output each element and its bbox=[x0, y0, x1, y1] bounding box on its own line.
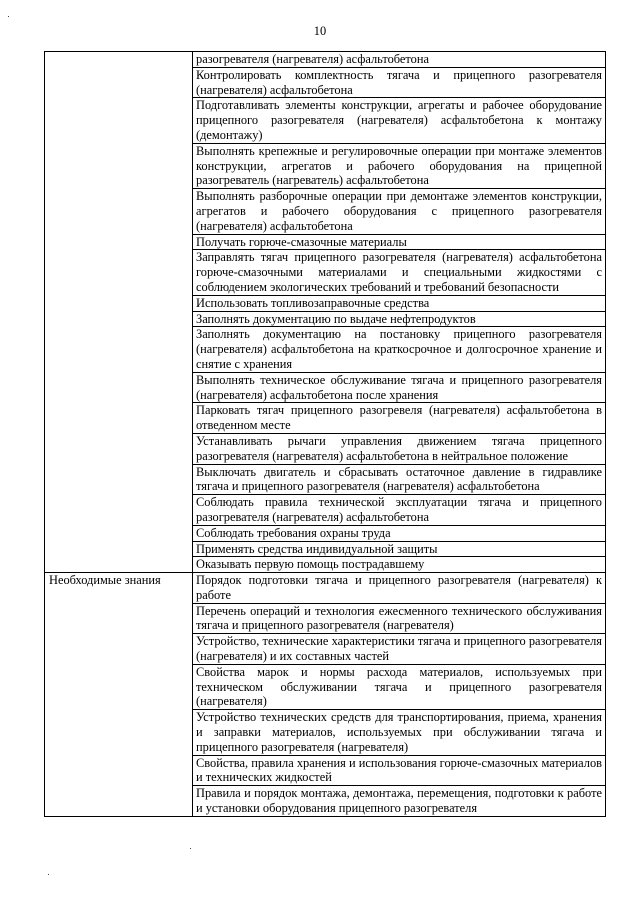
scan-speck bbox=[8, 16, 9, 17]
scan-speck bbox=[48, 874, 49, 875]
requirement-cell: Свойства, правила хранения и использования горюче-смазочных материалов и технических жидкостей bbox=[193, 755, 606, 786]
requirement-cell: Заполнять документацию по выдаче нефтепродуктов bbox=[193, 311, 606, 327]
requirement-cell: Порядок подготовки тягача и прицепного разогревателя (нагревателя) к работе bbox=[193, 573, 606, 604]
requirement-cell: Получать горюче-смазочные материалы bbox=[193, 234, 606, 250]
requirement-cell: Соблюдать требования охраны труда bbox=[193, 525, 606, 541]
requirement-cell: Контролировать комплектность тягача и прицепного разогревателя (нагревателя) асфальтобетона bbox=[193, 67, 606, 98]
requirement-cell: Оказывать первую помощь пострадавшему bbox=[193, 557, 606, 573]
requirement-cell: Использовать топливозаправочные средства bbox=[193, 295, 606, 311]
requirement-cell: Правила и порядок монтажа, демонтажа, перемещения, подготовки к работе и установки оборудования прицепного разогревателя bbox=[193, 786, 606, 817]
requirement-cell: Заполнять документацию на постановку прицепного разогревателя (нагревателя) асфальтобетона на краткосрочное и долгосрочное хранение и снятие с хранения bbox=[193, 327, 606, 372]
requirement-cell: Применять средства индивидуальной защиты bbox=[193, 541, 606, 557]
requirement-cell: Устройство технических средств для транспортирования, приема, хранения и заправки материалов, используемых при обслуживании тягача и прицепного разогревателя (нагревателя) bbox=[193, 710, 606, 755]
requirement-cell: Устанавливать рычаги управления движением тягача прицепного разогревателя (нагревателя) асфальтобетона в нейтральное положение bbox=[193, 433, 606, 464]
table-row bbox=[45, 573, 606, 604]
page-number: 10 bbox=[313, 24, 327, 38]
requirement-cell: Выполнять разборочные операции при демонтаже элементов конструкции, агрегатов и рабочего оборудования с прицепного разогревателя (нагревателя) асфальтобетона bbox=[193, 189, 606, 234]
requirement-cell: разогревателя (нагревателя) асфальтобетона bbox=[193, 52, 606, 68]
requirement-cell: Свойства марок и нормы расхода материалов, используемых при техническом обслуживании тягача и прицепного разогревателя (нагревателя) bbox=[193, 664, 606, 709]
requirement-cell: Устройство, технические характеристики тягача и прицепного разогревателя (нагревателя) и их составных частей bbox=[193, 634, 606, 665]
requirement-cell: Парковать тягач прицепного разогревеля (нагревателя) асфальтобетона в отведенном месте bbox=[193, 403, 606, 434]
requirement-cell: Соблюдать правила технической эксплуатации тягача и прицепного разогревателя (нагревателя) асфальтобетона bbox=[193, 495, 606, 526]
requirement-cell: Перечень операций и технология ежесменного технического обслуживания тягача и прицепного разогревателя (нагревателя) bbox=[193, 603, 606, 634]
requirement-cell: Выключать двигатель и сбрасывать остаточное давление в гидравлике тягача и прицепного разогревателя (нагревателя) асфальтобетона bbox=[193, 464, 606, 495]
requirements-table bbox=[44, 51, 606, 817]
section-label bbox=[45, 52, 193, 573]
requirement-cell: Выполнять крепежные и регулировочные операции при монтаже элементов конструкции, агрегатов и рабочего оборудования на прицепной разогреватель (нагреватель) асфальтобетона bbox=[193, 143, 606, 188]
table-row bbox=[45, 52, 606, 68]
section-label: Необходимые знания bbox=[45, 573, 193, 817]
requirement-cell: Заправлять тягач прицепного разогревателя (нагревателя) асфальтобетона горюче-смазочными материалами и специальными жидкостями с соблюдением экологических требований и требований безопасности bbox=[193, 250, 606, 295]
requirement-cell: Подготавливать элементы конструкции, агрегаты и рабочее оборудование прицепного разогревателя (нагревателя) асфальтобетона к монтажу (демонтажу) bbox=[193, 98, 606, 143]
scan-speck bbox=[190, 848, 191, 849]
requirement-cell: Выполнять техническое обслуживание тягача и прицепного разогревателя (нагревателя) асфальтобетона после хранения bbox=[193, 372, 606, 403]
